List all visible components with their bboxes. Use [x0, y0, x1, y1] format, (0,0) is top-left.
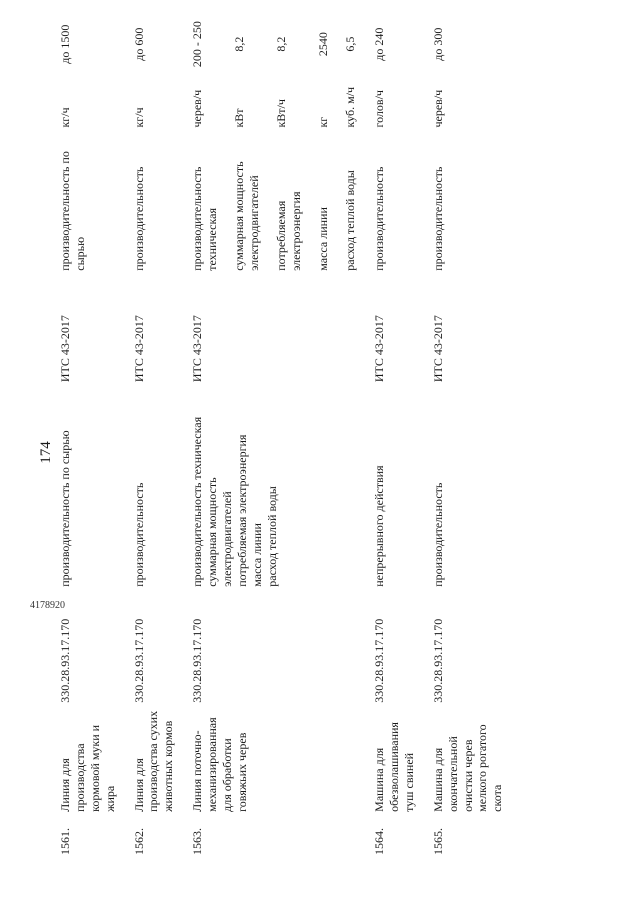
param-name: суммарная мощность электродвигателей: [232, 161, 261, 271]
okpd-code: 330.28.93.17.170: [58, 618, 72, 703]
characteristics-cell: [431, 382, 519, 587]
param-unit: кВт: [232, 108, 247, 128]
param-name: производительность: [131, 166, 146, 271]
side-code: 4178920: [30, 600, 65, 611]
characteristic: производительность техническая: [190, 416, 205, 587]
param-value: до 300: [430, 27, 445, 61]
param-name: производительность техническая: [190, 166, 219, 271]
characteristics-cell: [190, 382, 372, 587]
param-value: до 600: [131, 27, 146, 61]
its-standard: ИТС 43-2017: [190, 315, 205, 383]
param-value-cell: [431, 7, 519, 75]
its-standard: ИТС 43-2017: [430, 315, 445, 383]
characteristics-cell: [372, 382, 431, 587]
its-standard: ИТС 43-2017: [372, 315, 387, 383]
param-value: 8,2: [232, 36, 247, 52]
param-name: производительность: [372, 166, 387, 271]
table-row: [132, 7, 191, 855]
param-value: до 240: [372, 27, 387, 61]
page-number: 174: [38, 441, 54, 464]
param-name: производительность: [430, 166, 445, 271]
param-unit: кг: [316, 116, 331, 128]
param-name-cell: [190, 128, 372, 271]
equipment-name: Машина для окончательной очистки черев мелкого рогатого скота: [430, 724, 505, 812]
equipment-name: Линия поточно-механизированная для обработки говяжьих черев: [190, 717, 249, 812]
param-value-cell: [190, 7, 372, 75]
param-unit-cell: [431, 75, 519, 127]
param-unit: кг/ч: [131, 107, 146, 128]
param-name-cell: [372, 128, 431, 271]
okpd-code: 330.28.93.17.170: [190, 618, 205, 703]
param-value-cell: [372, 7, 431, 75]
table-row: [190, 7, 372, 855]
param-value-cell: [132, 7, 191, 75]
table-body: [58, 7, 519, 855]
characteristic: масса линии: [249, 523, 264, 587]
characteristic: непрерывного действия: [372, 465, 387, 587]
param-unit: черев/ч: [190, 89, 205, 128]
characteristic: расход теплой воды: [264, 486, 279, 587]
characteristic: производительность по сырью: [58, 430, 72, 587]
equipment-name: Линия для производства кормовой муки и жира: [58, 724, 117, 812]
row-number: 1563.: [190, 828, 205, 855]
param-unit: кВт/ч: [274, 99, 289, 128]
characteristic: потребляемая электроэнергия: [234, 434, 249, 587]
row-number: 1562.: [131, 828, 146, 855]
okpd-code: 330.28.93.17.170: [131, 618, 146, 703]
param-name: масса линии: [316, 207, 331, 271]
characteristics-cell: [132, 382, 191, 587]
param-value: до 1500: [58, 24, 72, 64]
param-unit: черев/ч: [430, 89, 445, 128]
param-name-cell: [58, 128, 132, 271]
param-unit: голов/ч: [372, 90, 387, 128]
param-unit-cell: [190, 75, 372, 127]
param-unit: кг/ч: [58, 107, 72, 128]
table-row: [372, 7, 431, 855]
param-value: 6,5: [343, 36, 358, 52]
param-name: потребляемая электроэнергия: [274, 191, 303, 271]
param-unit: куб. м/ч: [343, 86, 358, 128]
param-name: расход теплой воды: [343, 170, 358, 271]
table-row: [431, 7, 519, 855]
characteristic: производительность: [131, 482, 146, 587]
param-value: 200 - 250: [190, 21, 205, 68]
param-value-cell: [58, 7, 132, 75]
param-name: производительность по сырью: [58, 151, 87, 271]
param-name-cell: [132, 128, 191, 271]
okpd-code: 330.28.93.17.170: [372, 618, 387, 703]
row-number: 1564.: [372, 828, 387, 855]
param-value: 2540: [316, 32, 331, 57]
characteristic: суммарная мощность электродвигателей: [205, 477, 234, 587]
param-name-cell: [431, 128, 519, 271]
its-standard: ИТС 43-2017: [58, 315, 72, 383]
okpd-code: 330.28.93.17.170: [430, 618, 445, 703]
characteristics-cell: [58, 382, 132, 587]
equipment-name: Линия для производства сухих животных кормов: [131, 710, 176, 812]
table-row: [58, 7, 132, 855]
equipment-table: [58, 7, 519, 855]
its-standard: ИТС 43-2017: [131, 315, 146, 383]
equipment-name: Машина для обезволашивания туш свиней: [372, 722, 416, 812]
param-unit-cell: [132, 75, 191, 127]
param-unit-cell: [58, 75, 132, 127]
characteristic: производительность: [430, 482, 445, 587]
row-number: 1565.: [430, 828, 445, 855]
param-unit-cell: [372, 75, 431, 127]
param-value: 8,2: [274, 36, 289, 52]
row-number: 1561.: [58, 828, 72, 855]
